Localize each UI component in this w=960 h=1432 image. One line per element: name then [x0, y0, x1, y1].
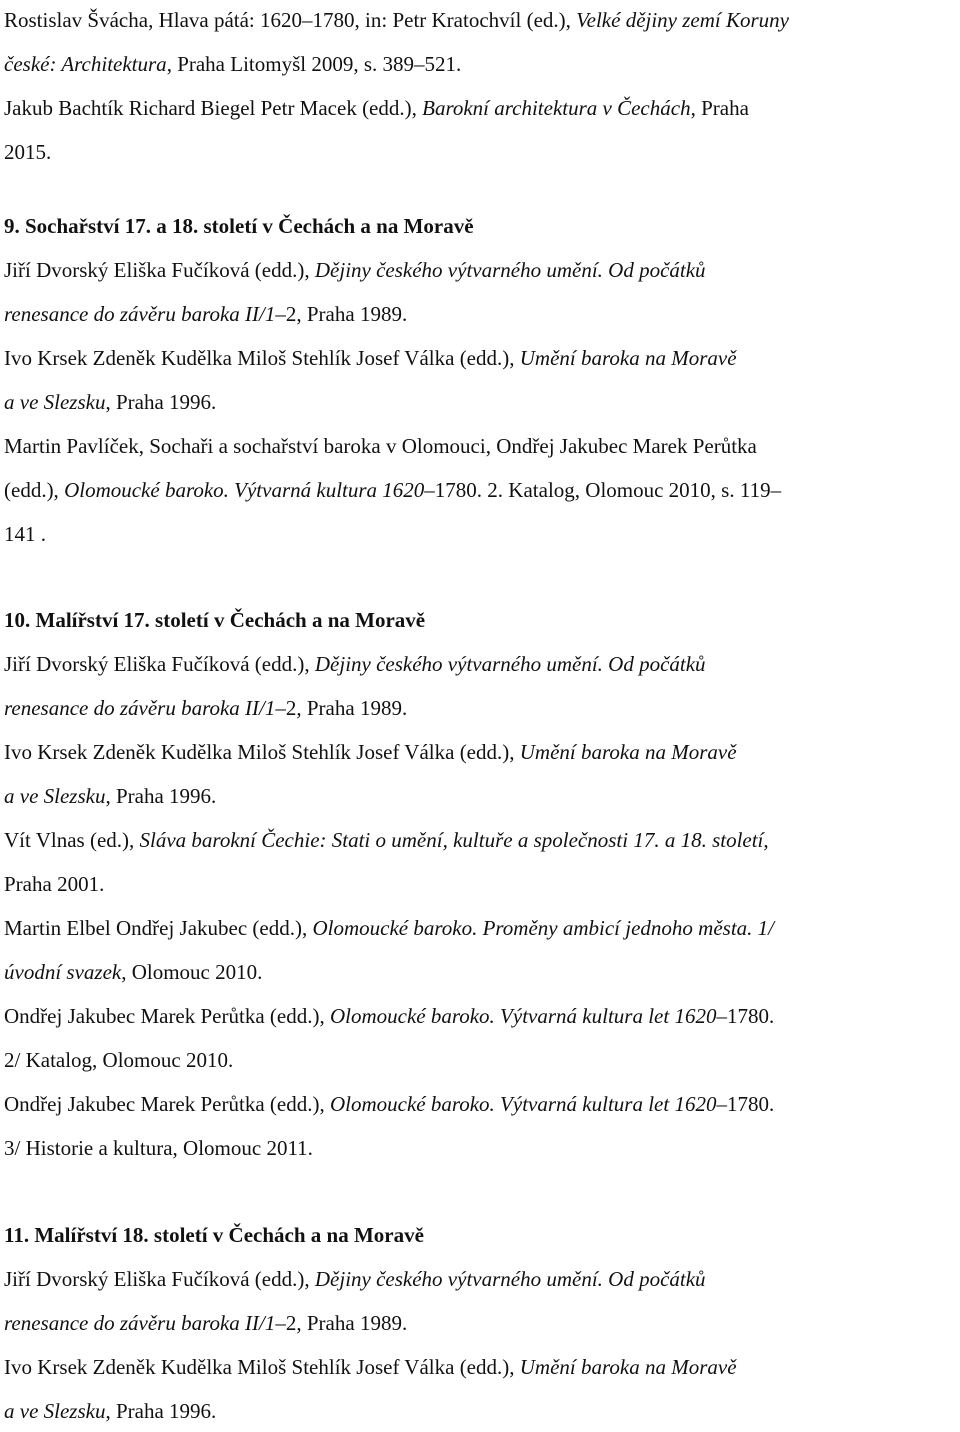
- title-text: renesance do závěru baroka II/1: [4, 302, 276, 326]
- citation-text: Ivo Krsek Zdeněk Kudělka Miloš Stehlík Josef Válka (edd.),: [4, 1355, 520, 1379]
- bibliography-line: [4, 388, 216, 416]
- bibliography-line: [4, 826, 769, 854]
- title-text: Velké dějiny zemí Koruny: [576, 8, 789, 32]
- citation-text: , Praha Litomyšl 2009, s. 389–521.: [166, 52, 462, 76]
- title-text: Dějiny českého výtvarného umění. Od počátků: [314, 652, 706, 676]
- bibliography-line: [4, 1090, 774, 1118]
- title-text: Barokní architektura v Čechách: [422, 96, 691, 120]
- citation-text: Vít Vlnas (ed.),: [4, 828, 140, 852]
- bibliography-line: [4, 1309, 407, 1337]
- citation-text: Ondřej Jakubec Marek Perůtka (edd.),: [4, 1004, 330, 1028]
- title-text: Olomoucké baroko. Výtvarná kultura let 1620: [329, 1004, 717, 1028]
- citation-text: Martin Pavlíček, Sochaři a sochařství baroka v Olomouci, Ondřej Jakubec Marek Perůtka: [4, 434, 757, 458]
- citation-text: Ivo Krsek Zdeněk Kudělka Miloš Stehlík Josef Válka (edd.),: [4, 346, 520, 370]
- section-heading: 10. Malířství 17. století v Čechách a na Moravě: [4, 608, 426, 632]
- citation-text: , Praha 1996.: [105, 784, 217, 808]
- title-text: Dějiny českého výtvarného umění. Od počátků: [314, 1267, 706, 1291]
- section-heading: 9. Sochařství 17. a 18. století v Čechách a na Moravě: [4, 214, 474, 238]
- section-heading: 11. Malířství 18. století v Čechách a na Moravě: [4, 1223, 424, 1247]
- citation-text: , Olomouc 2010.: [121, 960, 263, 984]
- citation-text: 141 .: [4, 522, 46, 546]
- title-text: Umění baroka na Moravě: [519, 346, 737, 370]
- citation-text: –2, Praha 1989.: [275, 696, 408, 720]
- citation-text: –1780.: [716, 1004, 775, 1028]
- bibliography-line: [4, 300, 407, 328]
- citation-text: –2, Praha 1989.: [275, 302, 408, 326]
- bibliography-line: [4, 1002, 774, 1030]
- title-text: Olomoucké baroko. Výtvarná kultura 1620: [64, 478, 425, 502]
- citation-text: Praha 2001.: [4, 872, 105, 896]
- citation-text: , Praha: [690, 96, 749, 120]
- bibliography-line: [4, 1353, 737, 1381]
- citation-text: ,: [763, 828, 769, 852]
- bibliography-line: [4, 738, 737, 766]
- bibliography-line: [4, 1046, 233, 1074]
- title-text: úvodní svazek: [4, 960, 122, 984]
- citation-text: , Praha 1996.: [105, 1399, 217, 1423]
- bibliography-line: [4, 344, 737, 372]
- citation-text: Jiří Dvorský Eliška Fučíková (edd.),: [4, 258, 315, 282]
- citation-text: –2, Praha 1989.: [275, 1311, 408, 1335]
- title-text: Sláva barokní Čechie: Stati o umění, kultuře a společnosti 17. a 18. století: [139, 828, 764, 852]
- title-text: a ve Slezsku: [4, 784, 106, 808]
- bibliography-line: [4, 520, 46, 548]
- bibliography-line: [4, 138, 51, 166]
- bibliography-line: [4, 432, 757, 460]
- citation-text: Jiří Dvorský Eliška Fučíková (edd.),: [4, 1267, 315, 1291]
- title-text: Umění baroka na Moravě: [519, 740, 737, 764]
- bibliography-line: [4, 914, 774, 942]
- title-text: Olomoucké baroko. Proměny ambicí jednoho města. 1/: [312, 916, 774, 940]
- citation-text: 3/ Historie a kultura, Olomouc 2011.: [4, 1136, 313, 1160]
- bibliography-line: [4, 476, 781, 504]
- citation-text: Martin Elbel Ondřej Jakubec (edd.),: [4, 916, 313, 940]
- citation-text: 2/ Katalog, Olomouc 2010.: [4, 1048, 234, 1072]
- title-text: a ve Slezsku: [4, 1399, 106, 1423]
- bibliography-line: [4, 650, 706, 678]
- citation-text: Jakub Bachtík Richard Biegel Petr Macek (edd.),: [4, 96, 423, 120]
- bibliography-line: [4, 1265, 706, 1293]
- citation-text: , Praha 1996.: [105, 390, 217, 414]
- bibliography-line: [4, 870, 104, 898]
- title-text: a ve Slezsku: [4, 390, 106, 414]
- bibliography-line: [4, 256, 706, 284]
- citation-text: –1780. 2. Katalog, Olomouc 2010, s. 119–: [424, 478, 782, 502]
- title-text: renesance do závěru baroka II/1: [4, 696, 276, 720]
- citation-text: (edd.),: [4, 478, 65, 502]
- bibliography-line: [4, 694, 407, 722]
- citation-text: Rostislav Švácha, Hlava pátá: 1620–1780, in: Petr Kratochvíl (ed.),: [4, 8, 577, 32]
- citation-text: Ivo Krsek Zdeněk Kudělka Miloš Stehlík Josef Válka (edd.),: [4, 740, 520, 764]
- citation-text: Ondřej Jakubec Marek Perůtka (edd.),: [4, 1092, 330, 1116]
- citation-text: 2015.: [4, 140, 52, 164]
- bibliography-line: [4, 6, 789, 34]
- bibliography-line: [4, 782, 216, 810]
- citation-text: Jiří Dvorský Eliška Fučíková (edd.),: [4, 652, 315, 676]
- title-text: Olomoucké baroko. Výtvarná kultura let 1620: [329, 1092, 717, 1116]
- title-text: Dějiny českého výtvarného umění. Od počátků: [314, 258, 706, 282]
- title-text: české: Architektura: [4, 52, 167, 76]
- title-text: Umění baroka na Moravě: [519, 1355, 737, 1379]
- bibliography-line: [4, 1134, 313, 1162]
- title-text: renesance do závěru baroka II/1: [4, 1311, 276, 1335]
- bibliography-line: [4, 50, 461, 78]
- citation-text: –1780.: [716, 1092, 775, 1116]
- bibliography-line: [4, 1397, 216, 1425]
- bibliography-line: [4, 94, 749, 122]
- bibliography-line: [4, 958, 262, 986]
